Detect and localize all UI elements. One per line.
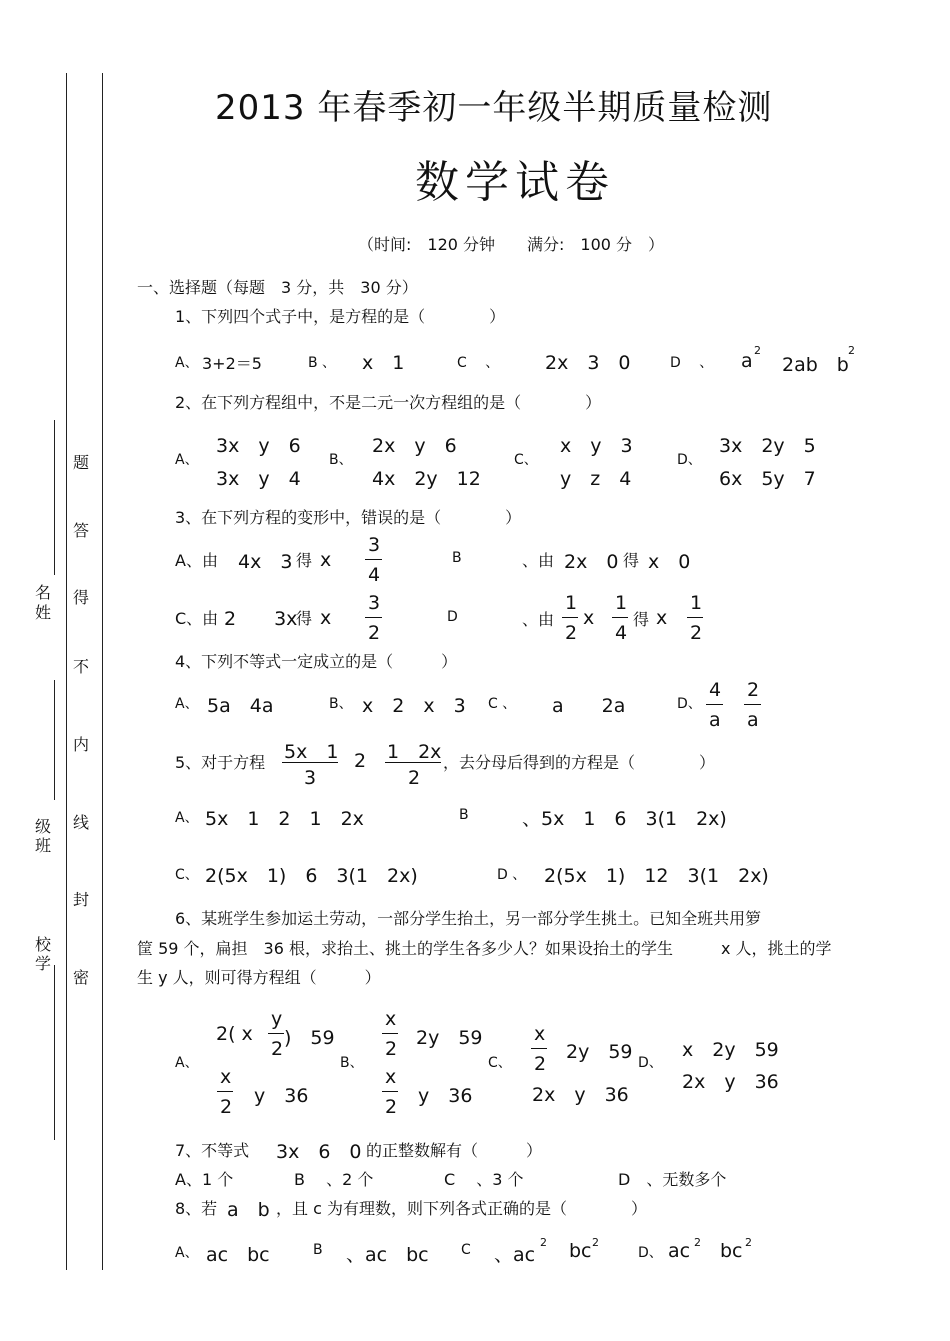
q6-option-b-line1-den: 2 (385, 1038, 398, 1060)
q3-option-d-x1: x (583, 607, 595, 629)
q3-option-c-fraction-bar (365, 617, 382, 618)
q6-option-c-line1-post: 2y 59 (566, 1041, 633, 1063)
q4-stem: 4、下列不等式一定成立的是（ ） (175, 652, 458, 671)
q8-option-d-sup1: 2 (694, 1236, 701, 1249)
seal-char: 得 (73, 588, 90, 607)
q6-option-a-line2-bar (217, 1091, 233, 1092)
q1-option-a-label: A、 (175, 355, 199, 371)
q5-option-d: 2(5x 1) 12 3(1 2x) (544, 865, 769, 887)
exam-title: 2013 年春季初一年级半期质量检测 (215, 88, 773, 128)
q1-option-b-label: B 、 (308, 355, 337, 371)
name-field-line (54, 420, 55, 575)
q2-option-a-label: A、 (175, 452, 199, 468)
q2-option-a-line1: 3x y 6 (216, 435, 301, 457)
q2-option-c-line1: x y 3 (560, 435, 633, 457)
q1-option-d: a (741, 350, 753, 372)
q6-option-c-line1-den: 2 (534, 1053, 547, 1075)
q4-option-d-label: D、 (677, 696, 702, 712)
exam-subtitle: 数学试卷 (415, 157, 615, 208)
q5-fraction1-den: 3 (304, 767, 317, 789)
q3-option-a-label: A、由 (175, 551, 218, 570)
q5-stem-pre: 5、对于方程 (175, 753, 266, 772)
q3-option-b-result: x 0 (648, 551, 691, 573)
q6-option-a-line2-num: x (220, 1066, 232, 1088)
q3-option-d-de: 得 (633, 610, 650, 629)
q3-option-c-den: 2 (368, 622, 381, 644)
q3-option-a-equation: 4x 3 (238, 551, 293, 573)
q5-option-a-label: A、 (175, 810, 199, 826)
q6-line1: 6、某班学生参加运土劳动，一部分学生抬土，另一部分学生挑土。已知全班共用箩 (175, 909, 762, 928)
q7-inequality: 3x 6 0 (276, 1141, 362, 1163)
q2-option-b-label: B、 (329, 452, 353, 468)
q5-fraction1-bar (282, 762, 338, 763)
q6-option-d-label: D、 (638, 1055, 663, 1071)
q2-option-d-line1: 3x 2y 5 (719, 435, 816, 457)
q6-option-a-line1-bar (268, 1033, 284, 1034)
q1-option-c: 2x 3 0 (545, 352, 631, 374)
q3-option-b-pre: 、由 (522, 551, 555, 570)
section-heading: 一、选择题（每题 3 分，共 30 分） (137, 278, 418, 297)
q8-option-b-label: B (313, 1242, 323, 1258)
q6-option-d-line2: 2x y 36 (682, 1071, 779, 1093)
q6-option-b-line2-bar (382, 1091, 398, 1092)
q8-option-d-mid: bc (720, 1240, 743, 1262)
q6-option-a-line1-pre: 2( x (216, 1023, 253, 1045)
q3-option-d-fraction-bar2 (612, 617, 628, 618)
q5-option-d-label: D 、 (497, 867, 527, 883)
q3-option-a-num: 3 (368, 534, 381, 556)
q3-option-c-label: C、由 (175, 609, 219, 628)
q3-option-a-x: x (320, 549, 332, 571)
q3-stem: 3、在下列方程的变形中，错误的是（ ） (175, 508, 522, 527)
q4-option-b: x 2 x 3 (362, 695, 466, 717)
q4-option-d-fraction-bar2 (744, 704, 761, 705)
q6-option-b-line2-den: 2 (385, 1096, 398, 1118)
q6-option-c-label: C、 (488, 1055, 512, 1071)
q6-option-a-line1-den: 2 (271, 1038, 284, 1060)
q8-condition: a b (227, 1199, 270, 1221)
binding-line-outer (66, 73, 67, 1270)
q6-option-a-line1-num: y (271, 1008, 283, 1030)
q2-option-d-label: D、 (677, 452, 702, 468)
q4-option-c: a 2a (552, 695, 626, 717)
seal-char: 不 (73, 657, 90, 676)
q7-option-d: D 、无数多个 (618, 1170, 727, 1189)
q6-option-c-line1-num: x (534, 1023, 546, 1045)
binding-line-inner (102, 73, 103, 1270)
q6-line3: 生 y 人，则可得方程组（ ） (137, 968, 381, 987)
q5-fraction2-num: 1 2x (387, 741, 442, 763)
q7-stem-pre: 7、不等式 (175, 1141, 250, 1160)
q8-option-d-sup2: 2 (745, 1236, 752, 1249)
q3-option-d-num3: 1 (690, 592, 703, 614)
q6-option-a-line1-post: ) 59 (284, 1027, 335, 1049)
q1-option-d-sup2: 2 (848, 344, 855, 357)
q4-option-a: 5a 4a (207, 695, 274, 717)
q6-option-b-line2-num: x (385, 1066, 397, 1088)
q8-stem-post: ，且 c 为有理数，则下列各式正确的是（ ） (276, 1199, 647, 1218)
q2-option-c-line2: y z 4 (560, 468, 632, 490)
q5-equals-value: 2 (354, 750, 367, 772)
q4-option-d-den1: a (709, 709, 721, 731)
q3-option-c-x: x (320, 607, 332, 629)
q6-option-b-line1-post: 2y 59 (416, 1027, 483, 1049)
q5-option-c-label: C、 (175, 867, 199, 883)
seal-char: 内 (73, 735, 90, 754)
q6-option-b-line1-num: x (385, 1008, 397, 1030)
q4-option-a-label: A、 (175, 696, 199, 712)
q2-option-c-label: C、 (514, 452, 538, 468)
q6-option-b-line2-post: y 36 (418, 1085, 473, 1107)
q5-option-b: 、5x 1 6 3(1 2x) (522, 808, 727, 830)
q6-option-a-label: A、 (175, 1055, 199, 1071)
q8-option-c-sup1: 2 (540, 1236, 547, 1249)
q6-option-d-line1: x 2y 59 (682, 1039, 779, 1061)
q6-line2: 筐 59 个，扁担 36 根，求抬土、挑土的学生各多少人？如果设抬土的学生 x 人，挑土的学 (137, 939, 832, 958)
q2-stem: 2、在下列方程组中，不是二元一次方程组的是（ ） (175, 393, 602, 412)
class-field-line (54, 680, 55, 800)
q5-fraction2-bar (385, 762, 441, 763)
q8-option-d-label: D、 (638, 1245, 663, 1261)
seal-char: 封 (73, 890, 90, 909)
q7-option-c: C 、3 个 (444, 1170, 524, 1189)
q2-option-b-line2: 4x 2y 12 (372, 468, 481, 490)
q1-option-c-label: C 、 (457, 355, 500, 371)
school-field-line (54, 965, 55, 1140)
q7-option-a: A、1 个 (175, 1170, 234, 1189)
seal-char: 题 (73, 453, 90, 472)
q5-stem-post: ，去分母后得到的方程是（ ） (443, 753, 716, 772)
q1-option-d-label: D 、 (670, 355, 714, 371)
q1-stem: 1、下列四个式子中，是方程的是（ ） (175, 307, 506, 326)
q6-option-a-line2-den: 2 (220, 1096, 233, 1118)
q3-option-d-den3: 2 (690, 622, 703, 644)
seal-char: 答 (73, 521, 90, 540)
q3-option-a-den: 4 (368, 564, 381, 586)
class-label-char: 班 (35, 836, 52, 855)
q1-option-d-mid: 2ab b (782, 354, 849, 376)
q3-option-d-num1: 1 (565, 592, 578, 614)
q5-fraction2-den: 2 (408, 767, 421, 789)
q8-option-a-label: A、 (175, 1245, 199, 1261)
q6-option-c-line1-bar (531, 1048, 547, 1049)
q3-option-b-equation: 2x 0 (564, 551, 619, 573)
q3-option-b-de: 得 (623, 551, 640, 570)
q1-option-d-sup1: 2 (754, 344, 761, 357)
q3-option-d-num2: 1 (615, 592, 628, 614)
q6-option-b-label: B、 (340, 1055, 364, 1071)
q8-option-c-sup2: 2 (592, 1236, 599, 1249)
q2-option-a-line2: 3x y 4 (216, 468, 301, 490)
q3-option-c-de: 得 (296, 609, 313, 628)
q3-option-b-label: B (452, 550, 462, 566)
q1-option-b: x 1 (362, 352, 405, 374)
q6-option-c-line2: 2x y 36 (532, 1084, 629, 1106)
q8-stem-pre: 8、若 (175, 1199, 218, 1218)
exam-info: （时间: 120 分钟 满分: 100 分 ） (358, 235, 665, 254)
q8-option-c-label: C (461, 1242, 471, 1258)
q3-option-d-fraction-bar3 (687, 617, 703, 618)
seal-char: 线 (73, 813, 90, 832)
q8-option-d-pre: ac (668, 1240, 691, 1262)
q4-option-d-num1: 4 (709, 679, 722, 701)
q1-option-a: 3+2＝5 (202, 354, 262, 373)
q8-option-a: ac bc (206, 1244, 270, 1266)
q5-option-b-label: B (459, 807, 469, 823)
q4-option-b-label: B、 (329, 696, 353, 712)
q4-option-d-num2: 2 (747, 679, 760, 701)
seal-char: 密 (73, 968, 90, 987)
school-label-char: 学 (35, 954, 52, 973)
q7-stem-post: 的正整数解有（ ） (366, 1141, 543, 1160)
q3-option-d-x2: x (656, 607, 668, 629)
q3-option-c-equation: 2 3x (224, 608, 298, 630)
q5-option-c: 2(5x 1) 6 3(1 2x) (205, 865, 418, 887)
q2-option-d-line2: 6x 5y 7 (719, 468, 816, 490)
q4-option-d-fraction-bar1 (706, 704, 723, 705)
q6-option-b-line1-bar (382, 1033, 398, 1034)
q3-option-a-fraction-bar (365, 559, 382, 560)
class-label-char: 级 (35, 817, 52, 836)
q3-option-d-den1: 2 (565, 622, 578, 644)
q8-option-c-pre: 、ac (494, 1244, 536, 1266)
name-label-char: 名 (35, 583, 52, 602)
q8-option-b: 、ac bc (346, 1244, 429, 1266)
q2-option-b-line1: 2x y 6 (372, 435, 457, 457)
q3-option-d-den2: 4 (615, 622, 628, 644)
school-label-char: 校 (35, 935, 52, 954)
q3-option-a-de: 得 (296, 551, 313, 570)
q4-option-c-label: C 、 (488, 696, 517, 712)
q5-fraction1-num: 5x 1 (284, 741, 339, 763)
q5-option-a: 5x 1 2 1 2x (205, 808, 364, 830)
q4-option-d-den2: a (747, 709, 759, 731)
q3-option-d-pre: 、由 (522, 610, 555, 629)
q3-option-d-label: D (447, 609, 458, 625)
q3-option-d-fraction-bar1 (562, 617, 578, 618)
q7-option-b: B 、2 个 (294, 1170, 374, 1189)
q6-option-a-line2-post: y 36 (254, 1085, 309, 1107)
name-label-char: 姓 (35, 603, 52, 622)
q3-option-c-num: 3 (368, 592, 381, 614)
q8-option-c-mid: bc (569, 1240, 592, 1262)
